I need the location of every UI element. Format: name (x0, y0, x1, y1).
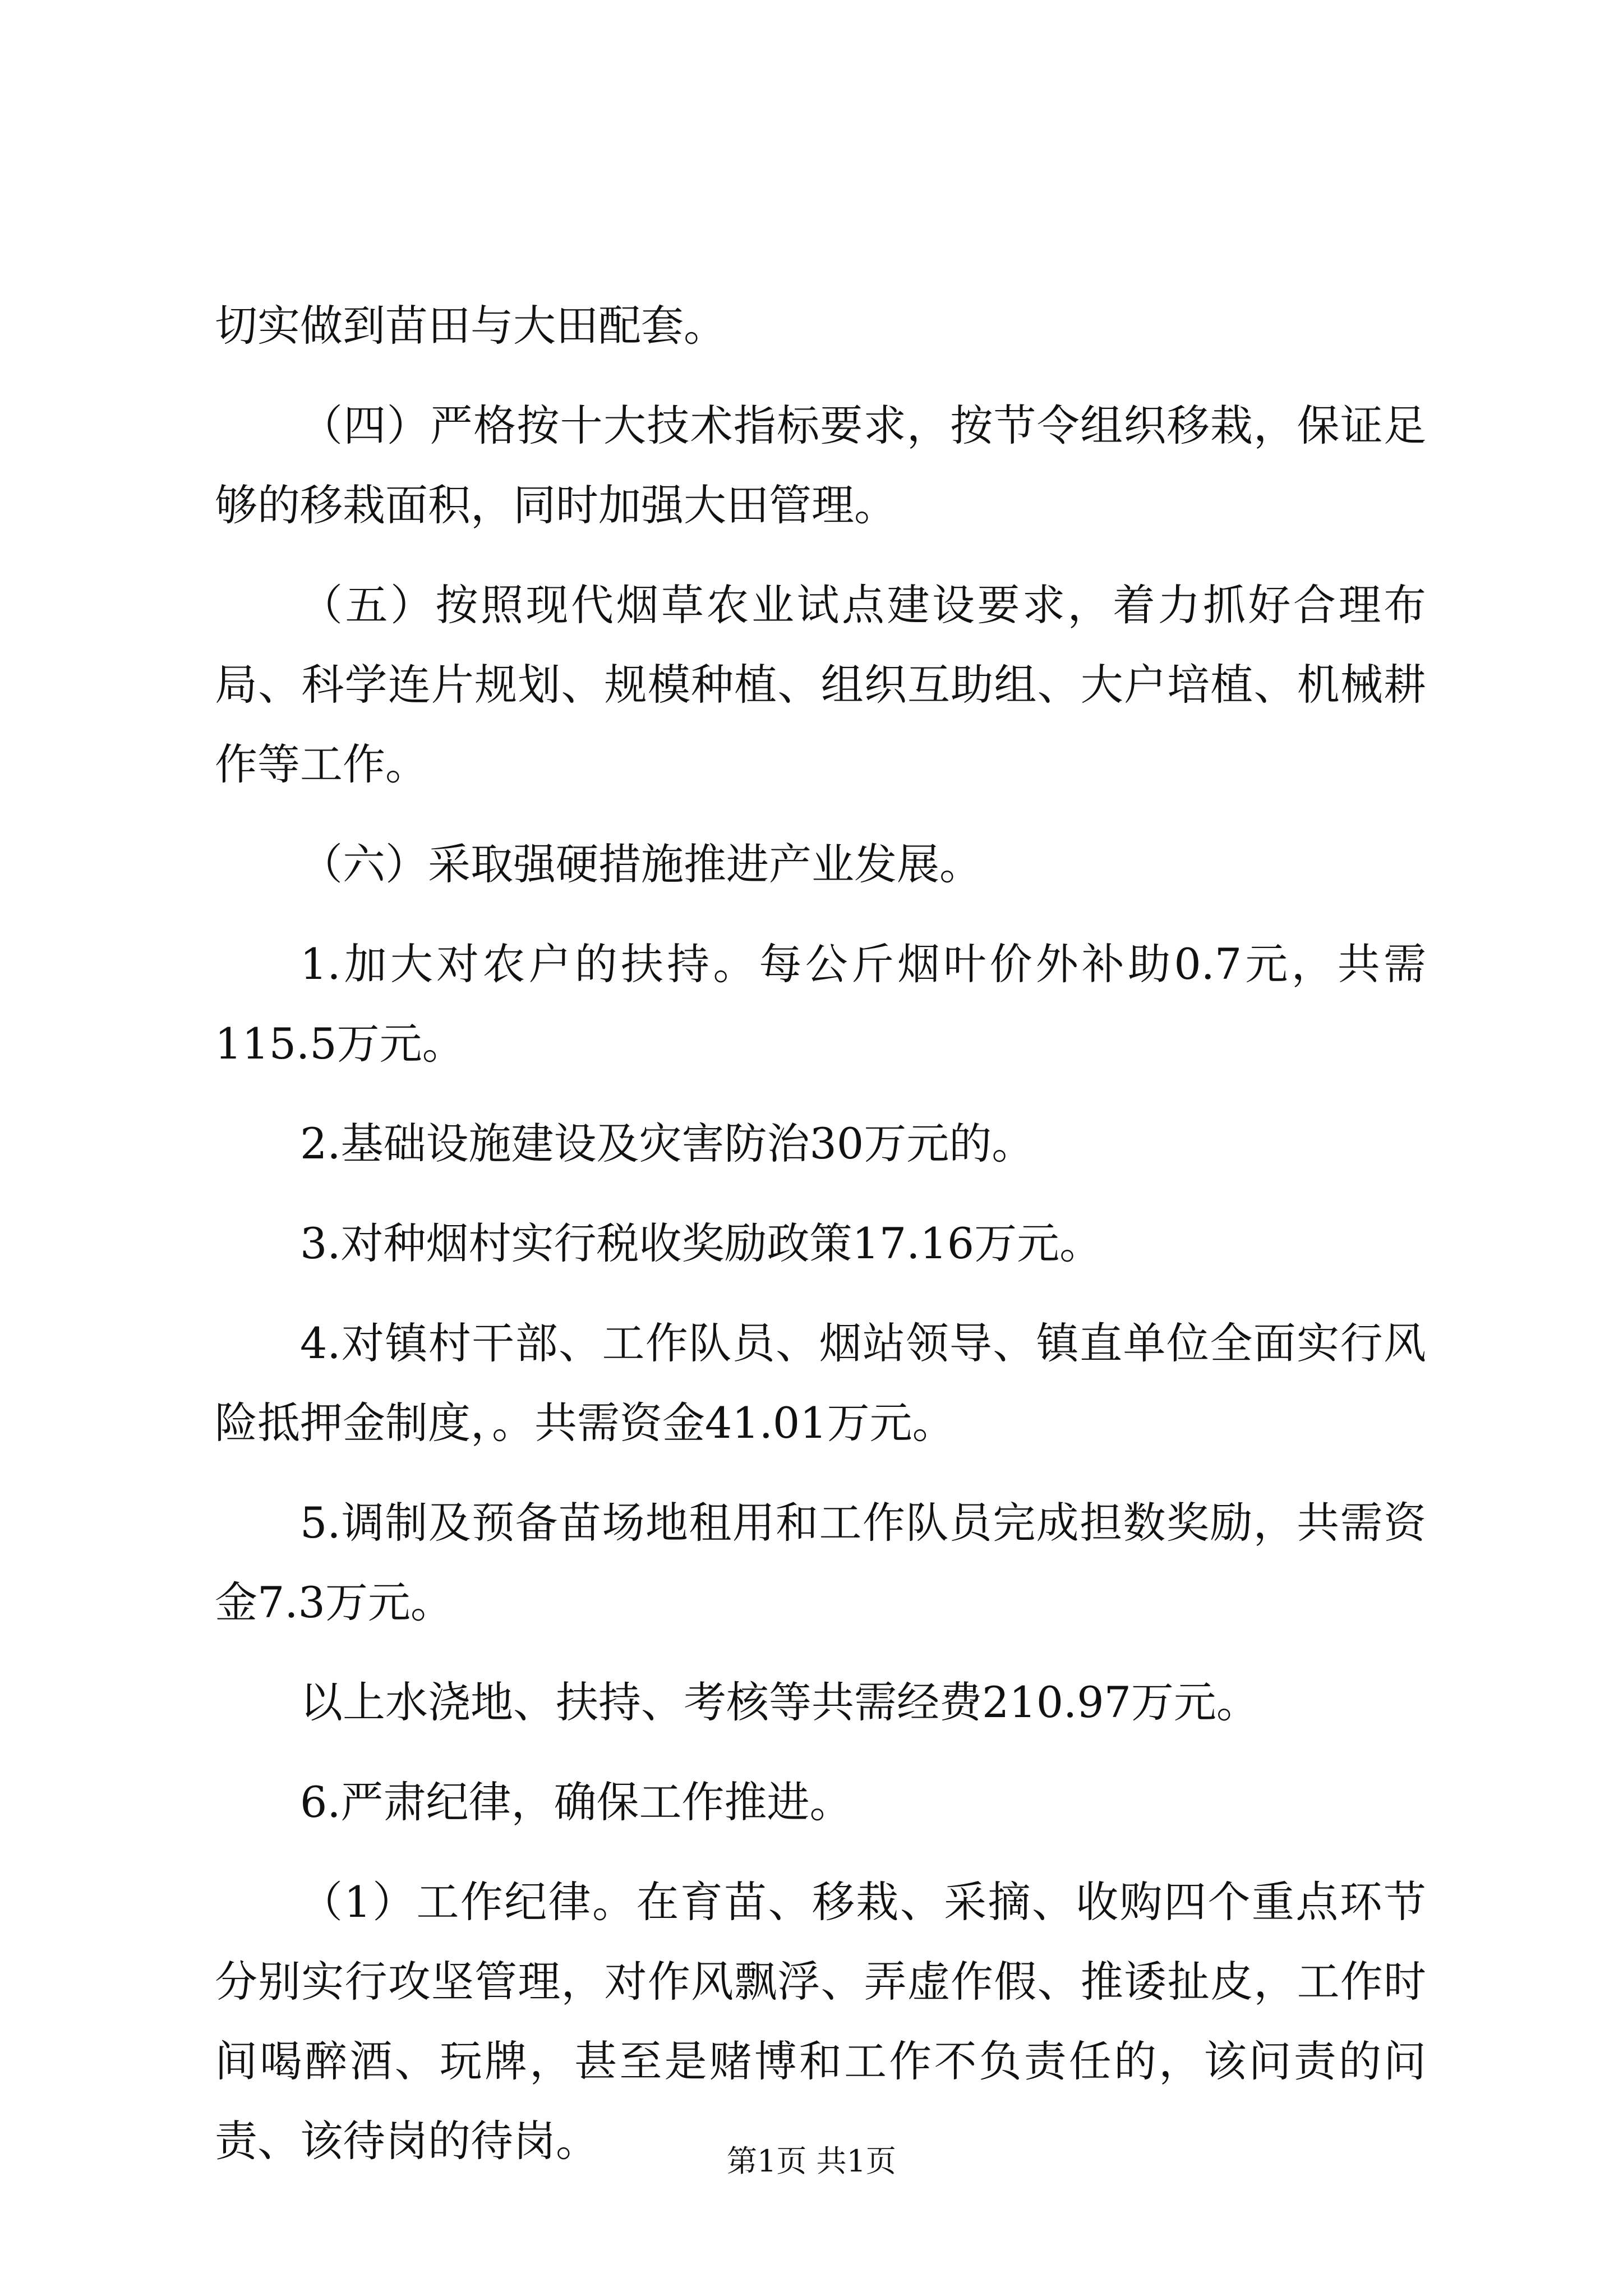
document-body (215, 286, 1426, 2201)
paragraph-item-5: 5.调制及预备苗场地租用和工作队员完成担数奖励，共需资金7.3万元。 (215, 1498, 1426, 1627)
paragraph-section-four: （四）严格按十大技术指标要求，按节令组织移栽，保证足够的移栽面积，同时加强大田管理。 (215, 401, 1426, 530)
paragraph-section-five: （五）按照现代烟草农业试点建设要求，着力抓好合理布局、科学连片规划、规模种植、组织互助组、大户培植、机械耕作等工作。 (215, 580, 1426, 789)
page-footer: 第1页 共1页 (727, 2143, 896, 2179)
paragraph-work-discipline: （1）工作纪律。在育苗、移栽、采摘、收购四个重点环节分别实行攻坚管理，对作风飘浮、弄虚作假、推诿扯皮，工作时间喝醉酒、玩牌，甚至是赌博和工作不负责任的，该问责的问责、该待岗的待岗。 (215, 1877, 1426, 2166)
paragraph-item-3: 3.对种烟村实行税收奖励政策17.16万元。 (300, 1218, 1103, 1268)
paragraph-total: 以上水浇地、扶持、考核等共需经费210.97万元。 (300, 1677, 1259, 1727)
paragraph-section-six: （六）采取强硬措施推进产业发展。 (300, 839, 982, 889)
paragraph-item-2: 2.基础设施建设及灾害防治30万元的。 (300, 1119, 1035, 1168)
paragraph-item-4: 4.对镇村干部、工作队员、烟站领导、镇直单位全面实行风险抵押金制度，。共需资金41.01万元。 (215, 1318, 1426, 1448)
paragraph-continuation: 切实做到苗田与大田配套。 (215, 301, 726, 351)
paragraph-item-6: 6.严肃纪律，确保工作推进。 (300, 1777, 852, 1827)
paragraph-item-1: 1.加大对农户的扶持。每公斤烟叶价外补助0.7元，共需115.5万元。 (215, 939, 1426, 1069)
